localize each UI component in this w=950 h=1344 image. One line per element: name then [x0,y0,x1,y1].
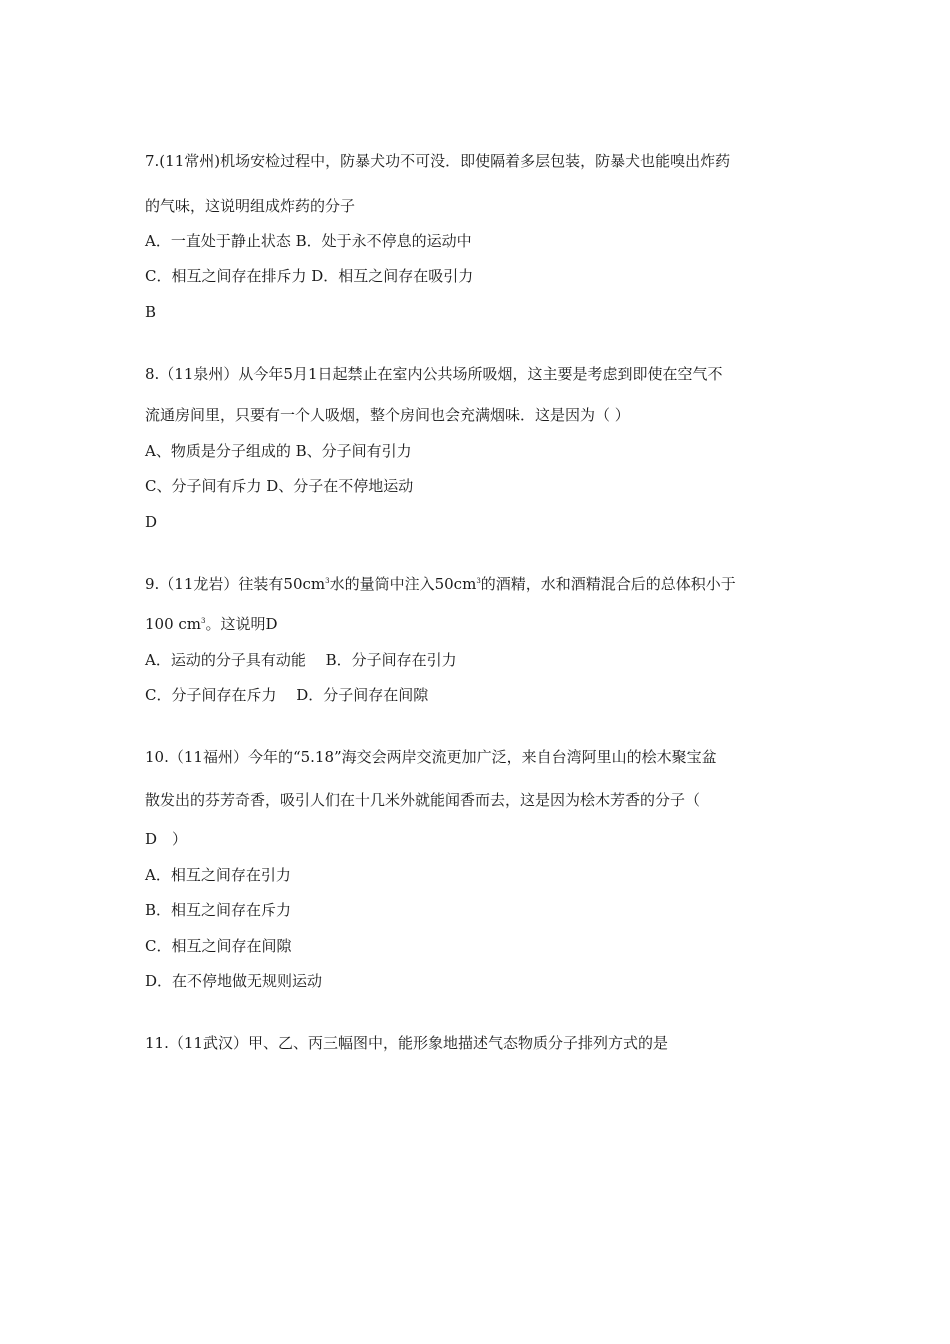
q8-answer: D [145,513,158,531]
q7-options-cd: C．相互之间存在排斥力 D．相互之间存在吸引力 [145,267,474,285]
q10-option-c: C．相互之间存在间隙 [145,937,292,955]
q8-stem-line1: 8.（11泉州）从今年5月1日起禁止在室内公共场所吸烟，这主要是考虑到即使在空气不 [145,365,723,383]
q8-options-ab: A、物质是分子组成的 B、分子间有引力 [145,442,412,460]
q11-stem-line1: 11.（11武汉）甲、乙、丙三幅图中，能形象地描述气态物质分子排列方式的是 [145,1034,668,1052]
q10-option-a: A．相互之间存在引力 [145,866,291,884]
q10-stem-line3: D ） [145,830,188,848]
q7-stem-line2: 的气味，这说明组成炸药的分子 [145,197,356,215]
q10-option-d: D．在不停地做无规则运动 [145,972,323,990]
q10-stem-line1: 10.（11福州）今年的“5.18”海交会两岸交流更加广泛，来自台湾阿里山的桧木聚宝盆 [145,748,717,766]
q7-answer: B [145,303,157,321]
q9-stem-line1: 9.（11龙岩）往装有$50cm^3$水的量筒中注入$50cm^3$的酒精，水和酒精混合后的总体积小于 [145,575,736,593]
q8-options-cd: C、分子间有斥力 D、分子在不停地运动 [145,477,414,495]
q7-options-ab: A．一直处于静止状态 B．处于永不停息的运动中 [145,232,472,250]
q9-options-ab: A．运动的分子具有动能 B．分子间存在引力 [145,651,457,669]
q8-stem-line2: 流通房间里，只要有一个人吸烟，整个房间也会充满烟味．这是因为（ ） [145,406,630,424]
q10-option-b: B．相互之间存在斥力 [145,901,292,919]
q7-stem-line1: 7.(11常州)机场安检过程中，防暴犬功不可没．即使隔着多层包装，防暴犬也能嗅出炸药 [145,152,731,170]
q10-stem-line2: 散发出的芬芳奇香，吸引人们在十几米外就能闻香而去，这是因为桧木芳香的分子（ [145,791,701,809]
q9-stem-line2: 100 $cm^3$。这说明D [145,615,278,633]
q9-options-cd: C．分子间存在斥力 D．分子间存在间隙 [145,686,429,704]
